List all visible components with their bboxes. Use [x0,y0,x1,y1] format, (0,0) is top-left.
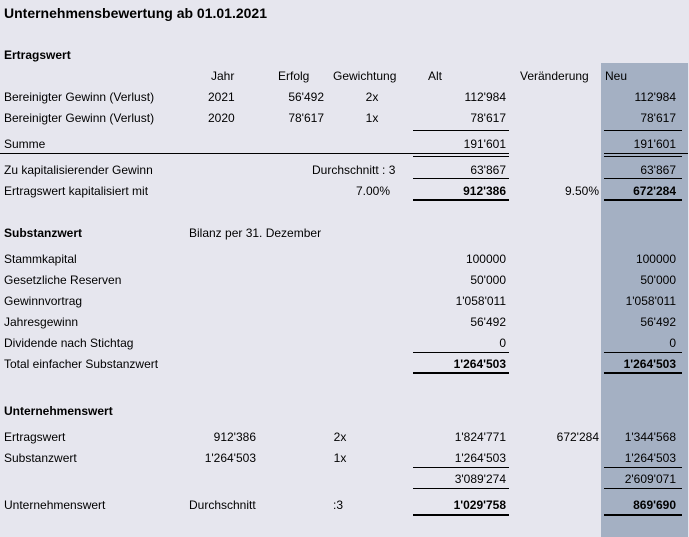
kapitalisiert-rate-alt: 7.00% [355,184,390,198]
row-alt: 78'617 [470,111,506,125]
substanzwert-total-alt: 1'264'503 [453,357,506,371]
row-jahr: 2020 [208,111,235,125]
divider [604,153,688,154]
divider [413,488,509,489]
ertragswert-heading: Ertragswert [4,48,71,62]
row-neu: 1'264'503 [624,451,676,465]
divider [413,352,509,353]
divider [604,156,682,157]
divider [0,153,509,154]
row-gewichtung: 1x [333,451,347,465]
substanzwert-subheading: Bilanz per 31. Dezember [189,226,322,240]
row-label: Bereinigter Gewinn (Verlust) [4,111,155,125]
row-gewichtung: 1x [365,111,379,125]
kapital-gewinn-note: Durchschnitt : 3 [312,163,396,177]
header-alt: Alt [428,69,443,83]
header-jahr: Jahr [211,69,235,83]
row-gewichtung: 2x [365,90,379,104]
divider [604,372,682,374]
page-title: Unternehmensbewertung ab 01.01.2021 [4,5,267,21]
row-label: Jahresgewinn [4,315,79,329]
kapitalisiert-label: Ertragswert kapitalisiert mit [4,184,149,198]
divider [413,467,509,468]
row-label: Ertragswert [4,430,66,444]
row-value: 1'264'503 [204,451,256,465]
row-erfolg: 56'492 [288,90,324,104]
divider [413,156,509,157]
divider [604,199,682,201]
kapital-gewinn-alt: 63'867 [470,163,506,177]
kapitalisiert-neu: 672'284 [633,184,676,198]
row-neu: 56'492 [640,315,676,329]
subtotal-neu: 2'609'071 [624,472,676,486]
row-alt: 100000 [465,252,506,266]
divider [604,514,682,516]
divider [604,178,682,179]
divider [604,130,682,131]
row-label: Gewinnvortrag [4,294,83,308]
row-neu: 100000 [635,252,676,266]
header-gewichtung: Gewichtung [333,69,397,83]
divider [604,467,682,468]
divider [413,199,509,201]
row-label: Stammkapital [4,252,77,266]
row-alt: 112'984 [464,90,506,104]
summe-neu: 191'601 [633,137,676,151]
final-note: Durchschnitt [189,498,256,512]
header-neu: Neu [605,69,628,83]
divider [604,488,682,489]
summe-label: Summe [4,137,46,151]
row-label: Dividende nach Stichtag [4,336,134,350]
substanzwert-total-neu: 1'264'503 [623,357,676,371]
row-value: 912'386 [213,430,256,444]
kapitalisiert-rate-neu: 9.50% [564,184,599,198]
row-alt: 1'058'011 [455,294,506,308]
row-neu: 1'344'568 [624,430,676,444]
final-neu: 869'690 [633,498,676,512]
row-neu: 50'000 [640,273,676,287]
row-erfolg: 78'617 [288,111,324,125]
substanzwert-total-label: Total einfacher Substanzwert [4,357,159,371]
row-jahr: 2021 [208,90,235,104]
kapitalisiert-alt: 912'386 [463,184,506,198]
summe-alt: 191'601 [463,137,506,151]
divider [413,372,509,374]
divider [413,130,509,131]
substanzwert-heading: Substanzwert [4,226,83,240]
subtotal-alt: 3'089'274 [454,472,506,486]
divider [413,178,509,179]
row-neu: 1'058'011 [625,294,676,308]
row-alt: 1'824'771 [454,430,506,444]
row-alt: 1'264'503 [454,451,506,465]
divider [604,352,682,353]
row-gewichtung: 2x [333,430,347,444]
row-veraenderung: 672'284 [556,430,599,444]
row-neu: 78'617 [640,111,676,125]
header-veraenderung: Veränderung [520,69,589,83]
row-label: Bereinigter Gewinn (Verlust) [4,90,155,104]
row-alt: 0 [499,336,506,350]
row-alt: 56'492 [470,315,506,329]
unternehmenswert-heading: Unternehmenswert [4,404,113,418]
header-erfolg: Erfolg [278,69,310,83]
kapital-gewinn-label: Zu kapitalisierender Gewinn [4,163,153,177]
row-neu: 0 [669,336,676,350]
final-label: Unternehmenswert [4,498,106,512]
row-neu: 112'984 [634,90,676,104]
divider [413,514,509,516]
row-alt: 50'000 [470,273,506,287]
row-label: Substanzwert [4,451,77,465]
final-alt: 1'029'758 [453,498,506,512]
final-divisor: :3 [333,498,344,512]
row-label: Gesetzliche Reserven [4,273,122,287]
kapital-gewinn-neu: 63'867 [640,163,676,177]
